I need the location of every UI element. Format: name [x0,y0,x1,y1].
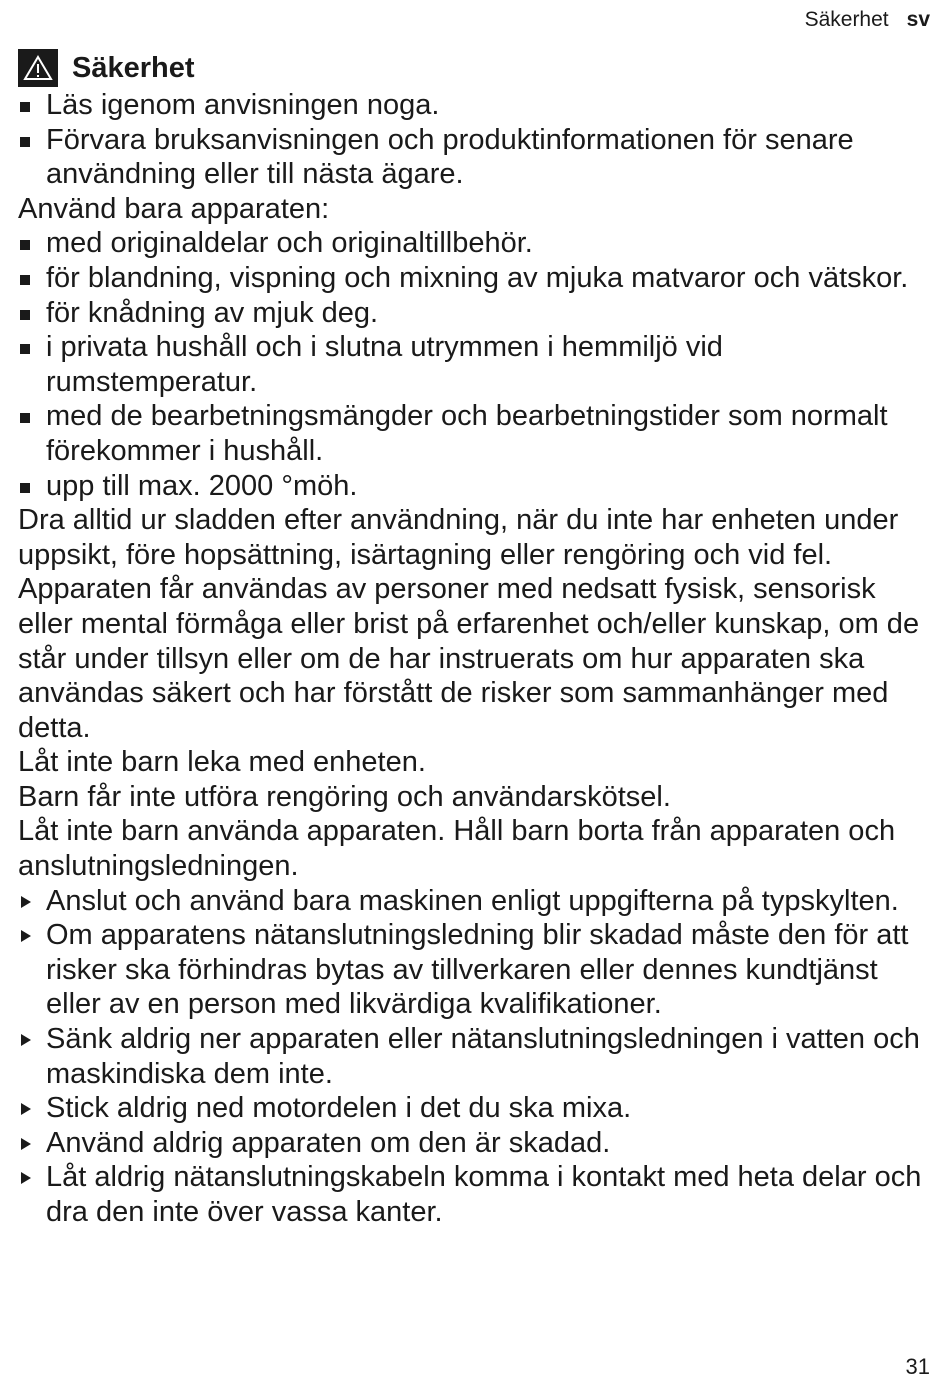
arrow-right-icon [21,896,31,908]
arrow-right-icon [21,930,31,942]
list-item: för blandning, vispning och mixning av mjuka matvaror och vätskor. [18,261,930,296]
warning-icon [18,49,58,87]
bullet-square-icon [20,413,30,423]
list-item: för knådning av mjuk deg. [18,296,930,331]
instruction-item: Stick aldrig ned motordelen i det du ska mixa. [18,1091,930,1126]
header-section: Säkerhet [804,8,889,31]
paragraph: Låt inte barn använda apparaten. Håll barn borta från apparaten och anslutningsledningen. [18,815,896,883]
paragraph: Dra alltid ur sladden efter användning, när du inte har enheten under uppsikt, före hopsättning, isärtagning eller rengöring och vid fel. [18,504,899,571]
page-title: Säkerhet [72,51,195,84]
bullet-square-icon [20,137,30,147]
instruction-item: Anslut och använd bara maskinen enligt uppgifterna på typskylten. [18,884,930,919]
list-item: upp till max. 2000 °möh. [18,469,930,504]
section-heading [18,48,930,88]
bullet-square-icon [20,275,30,285]
paragraph: Barn får inte utföra rengöring och användarskötsel. [18,780,671,813]
list-item: med de bearbetningsmängder och bearbetningstider som normalt förekommer i hushåll. [18,399,930,468]
bullet-square-icon [20,310,30,320]
list-item: med originaldelar och originaltillbehör. [18,226,930,261]
bullet-square-icon [20,240,30,250]
instruction-item: Använd aldrig apparaten om den är skadad. [18,1126,930,1161]
paragraph: Låt inte barn leka med enheten. [18,746,426,779]
bullet-square-icon [20,102,30,112]
arrow-right-icon [21,1172,31,1184]
paragraph: Apparaten får användas av personer med nedsatt fysisk, sensorisk eller mental förmåga eller brist på erfarenhet och/eller kunskap, om de står under tillsyn eller om de har instruerats om hur apparaten ska användas säkert och har förstått de risker som sammanhänger med detta. [18,573,920,744]
list-item: i privata hushåll och i slutna utrymmen i hemmiljö vid rumstemperatur. [18,330,930,399]
usage-intro: Använd bara apparaten: [18,192,330,225]
page-number: 31 [905,1354,930,1379]
list-item: Förvara bruksanvisningen och produktinformationen för senare användning eller till nästa ägare. [18,123,930,192]
bullet-square-icon [20,483,30,493]
instruction-item: Sänk aldrig ner apparaten eller nätanslutningsledningen i vatten och maskindiska dem inte. [18,1022,930,1091]
bullet-square-icon [20,344,30,354]
arrow-right-icon [21,1138,31,1150]
instruction-item: Om apparatens nätanslutningsledning blir skadad måste den för att risker ska förhindras bytas av tillverkaren eller dennes kundtjänst eller av en person med likvärdiga kvalifikationer. [18,918,930,1022]
header-language: sv [906,8,930,31]
arrow-right-icon [21,1034,31,1046]
instruction-item: Låt aldrig nätanslutningskabeln komma i kontakt med heta delar och dra den inte över vassa kanter. [18,1160,930,1229]
arrow-right-icon [21,1103,31,1115]
list-item: Läs igenom anvisningen noga. [18,88,930,123]
page-header [805,8,930,32]
page-content [18,48,930,1230]
